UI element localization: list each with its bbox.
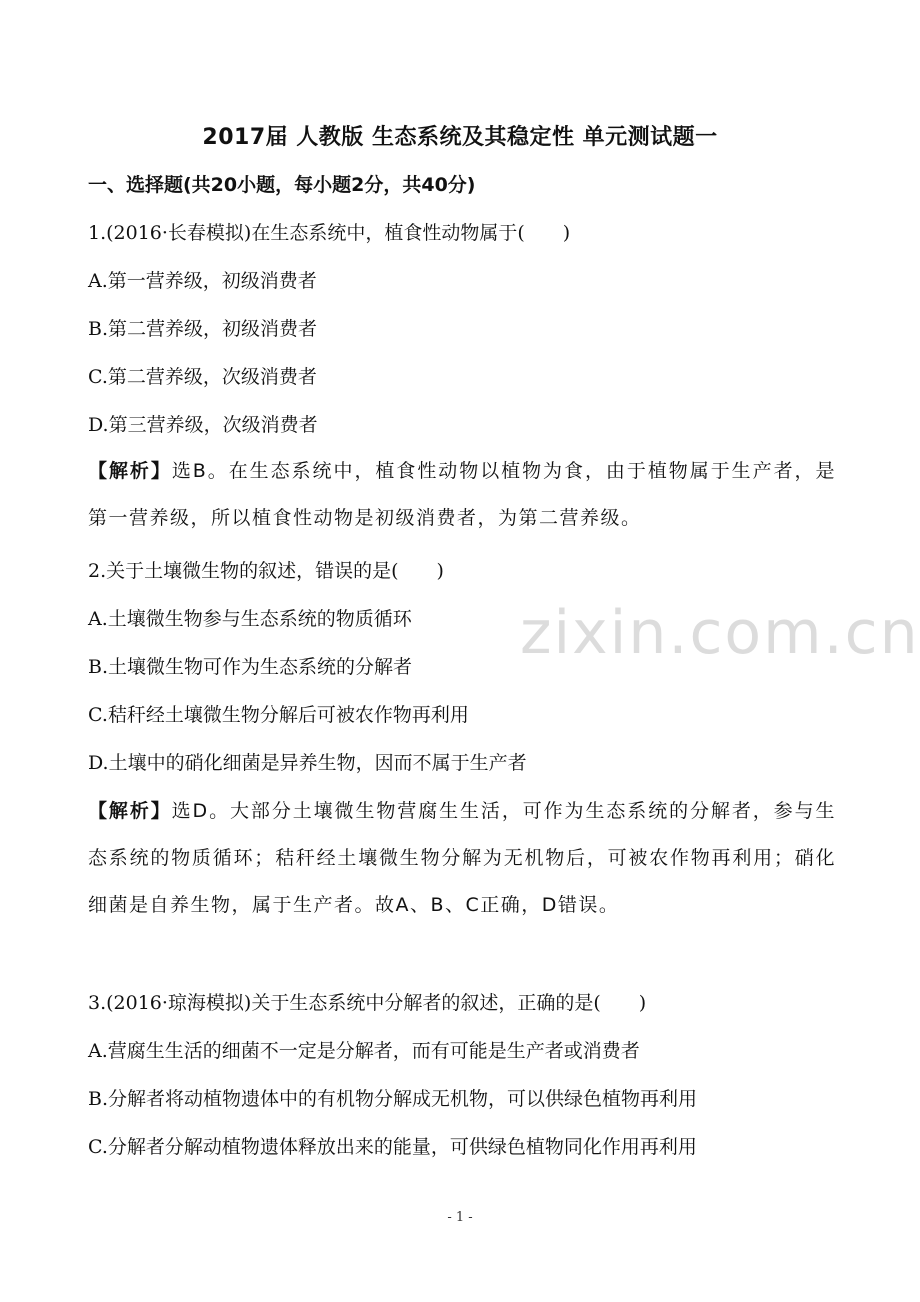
question-2-stem: 2.关于土壤微生物的叙述，错误的是( ) <box>88 560 444 582</box>
question-1-option-d: D.第三营养级，次级消费者 <box>88 414 318 436</box>
page-title: 2017届 人教版 生态系统及其稳定性 单元测试题一 <box>202 125 718 150</box>
explanation-text: 选B。在生态系统中，植食性动物以植物为食，由于植物属于生产者，是第一营养级，所以植食性动物是初级消费者，为第二营养级。 <box>88 460 836 529</box>
question-1-option-c: C.第二营养级，次级消费者 <box>88 366 317 388</box>
question-1-option-a: A.第一营养级，初级消费者 <box>88 270 317 292</box>
question-2-option-d: D.土壤中的硝化细菌是异养生物，因而不属于生产者 <box>88 752 527 774</box>
question-3-stem: 3.(2016·琼海模拟)关于生态系统中分解者的叙述，正确的是( ) <box>88 992 647 1014</box>
question-1-option-b: B.第二营养级，初级消费者 <box>88 318 318 340</box>
watermark: zixin.com.cn <box>520 598 920 668</box>
page-number: - 1 - <box>447 1210 473 1225</box>
explanation-tag: 【解析】 <box>88 800 172 822</box>
question-2-explanation <box>88 788 836 929</box>
question-2-option-b: B.土壤微生物可作为生态系统的分解者 <box>88 656 413 678</box>
question-3-option-b: B.分解者将动植物遗体中的有机物分解成无机物，可以供绿色植物再利用 <box>88 1088 698 1110</box>
explanation-tag: 【解析】 <box>88 460 172 482</box>
question-2-option-a: A.土壤微生物参与生态系统的物质循环 <box>88 608 412 630</box>
question-1-explanation <box>88 448 836 542</box>
question-3-option-c: C.分解者分解动植物遗体释放出来的能量，可供绿色植物同化作用再利用 <box>88 1136 697 1158</box>
question-1-stem: 1.(2016·长春模拟)在生态系统中，植食性动物属于( ) <box>88 222 571 244</box>
question-3-option-a: A.营腐生生活的细菌不一定是分解者，而有可能是生产者或消费者 <box>88 1040 640 1062</box>
question-2-option-c: C.秸秆经土壤微生物分解后可被农作物再利用 <box>88 704 469 726</box>
section-heading: 一、选择题(共20小题，每小题2分，共40分) <box>88 174 476 196</box>
explanation-text: 选D。大部分土壤微生物营腐生生活，可作为生态系统的分解者，参与生态系统的物质循环；秸秆经土壤微生物分解为无机物后，可被农作物再利用；硝化细菌是自养生物，属于生产者。故A、B、C正确，D错误。 <box>88 800 836 916</box>
